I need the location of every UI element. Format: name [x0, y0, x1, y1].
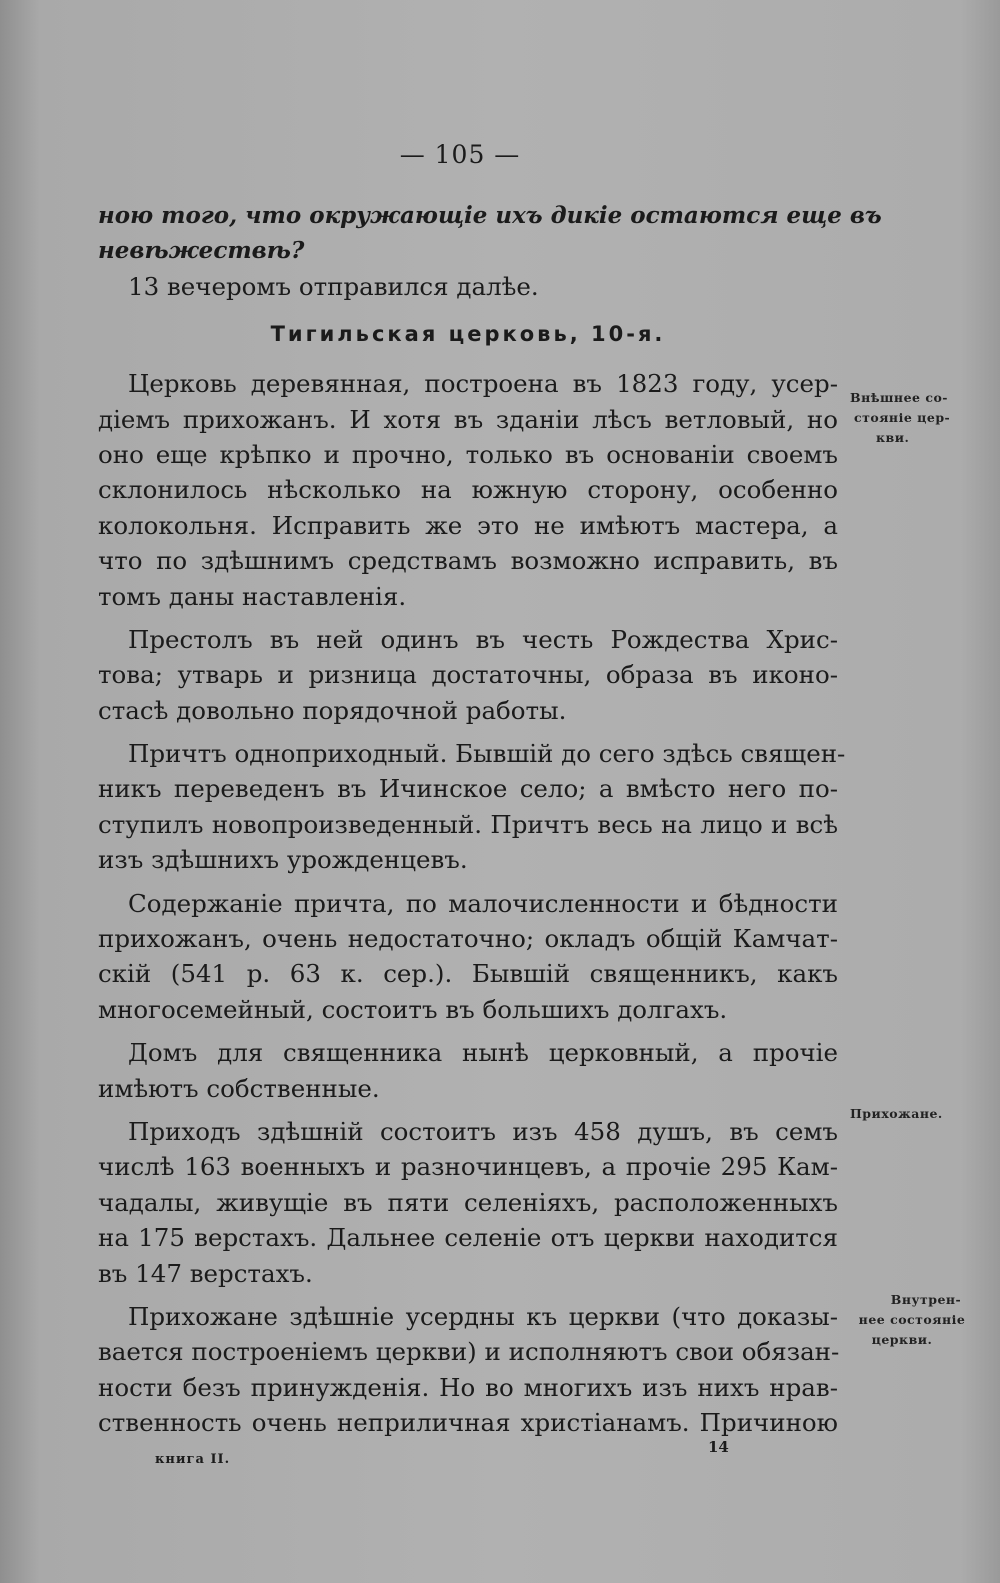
text-line: ступилъ новопроизведенный. Причтъ весь на лицо и всѣ	[98, 809, 838, 839]
margin-note-line: церкви.	[871, 1332, 933, 1347]
text-line: Церковь деревянная, построена въ 1823 году, усер-	[128, 369, 838, 399]
margin-note-line: стояніе цер-	[854, 410, 951, 425]
margin-note-line: Внѣшнее со-	[850, 390, 948, 405]
text-line: вается построеніемъ церкви) и исполняютъ свои обязан-	[98, 1337, 840, 1367]
text-line: Домъ для священника нынѣ церковный, а прочіе	[128, 1038, 838, 1068]
text-line: оно еще крѣпко и прочно, только въ основаніи своемъ	[98, 439, 838, 469]
text-line: Прихожане здѣшніе усердны къ церкви (что доказы-	[128, 1301, 838, 1331]
paragraph	[98, 622, 838, 728]
book-signature: книга II.	[155, 1452, 231, 1467]
text-line: діемъ прихожанъ. И хотя въ зданіи лѣсъ ветловый, но	[98, 404, 838, 434]
text-line: прихожанъ, очень недостаточно; окладъ общій Камчат-	[98, 924, 838, 954]
text-line: невѣжествѣ?	[98, 237, 305, 265]
margin-note-external-state	[850, 388, 960, 448]
margin-note-line: нее состояніе	[858, 1312, 966, 1327]
text-line: имѣютъ собственные.	[98, 1073, 380, 1103]
text-line: томъ даны наставленія.	[98, 581, 407, 611]
paragraph	[98, 1114, 838, 1291]
page-number: — 105 —	[399, 140, 521, 169]
text-line: скій (541 р. 63 к. сер.). Бывшій священникъ, какъ	[98, 959, 838, 989]
text-line: склонилось нѣсколько на южную сторону, особенно	[98, 475, 838, 505]
text-line: 13 вечеромъ отправился далѣе.	[128, 271, 539, 301]
text-line: Приходъ здѣшній состоитъ изъ 458 душъ, въ семъ	[128, 1116, 838, 1146]
text-line: изъ здѣшнихъ урожденцевъ.	[98, 845, 468, 875]
margin-note-parishioners	[850, 1104, 970, 1124]
text-line: Причтъ одноприходный. Бывшій до сего здѣсь священ-	[128, 739, 846, 769]
section-heading: Тигильская церковь, 10-я.	[270, 322, 666, 347]
paragraph	[98, 886, 838, 1028]
text-line: ною того, что окружающіе ихъ дикіе остаются еще въ	[98, 202, 882, 229]
margin-note-internal-state	[852, 1290, 972, 1350]
margin-note-line: кви.	[876, 430, 910, 445]
paragraph	[98, 736, 846, 878]
text-line: колокольня. Исправить же это не имѣютъ мастера, а	[98, 510, 838, 540]
text-line: въ 147 верстахъ.	[98, 1258, 313, 1288]
text-line: никъ переведенъ въ Ичинское село; а вмѣсто него по-	[98, 774, 838, 804]
paragraph	[98, 366, 838, 614]
text-line: стасѣ довольно порядочной работы.	[98, 695, 567, 725]
text-line: числѣ 163 военныхъ и разночинцевъ, а прочіе 295 Кам-	[98, 1152, 838, 1182]
text-line: ственность очень неприличная христіанамъ. Причиною	[98, 1408, 838, 1438]
paragraph	[98, 1035, 838, 1106]
text-line: чадалы, живущіе въ пяти селеніяхъ, расположенныхъ	[98, 1187, 838, 1217]
text-line: Содержаніе причта, по малочисленности и бѣдности	[128, 888, 838, 918]
text-line: что по здѣшнимъ средствамъ возможно исправить, въ	[98, 546, 838, 576]
text-line: на 175 верстахъ. Дальнее селеніе отъ церкви находится	[98, 1223, 838, 1253]
main-text	[98, 198, 882, 1441]
text-line: това; утварь и ризница достаточны, образа въ иконо-	[98, 660, 838, 690]
paragraph	[98, 1299, 838, 1441]
margin-note-line: Прихожане.	[850, 1106, 943, 1121]
text-line: многосемейный, состоитъ въ большихъ долгахъ.	[98, 994, 728, 1024]
text-line: Престолъ въ ней одинъ въ честь Рождества Хрис-	[128, 624, 838, 654]
text-line: ности безъ принужденія. Но во многихъ изъ нихъ нрав-	[98, 1372, 838, 1402]
sheet-number: 14	[708, 1438, 729, 1456]
margin-note-line: Внутрен-	[890, 1292, 962, 1307]
